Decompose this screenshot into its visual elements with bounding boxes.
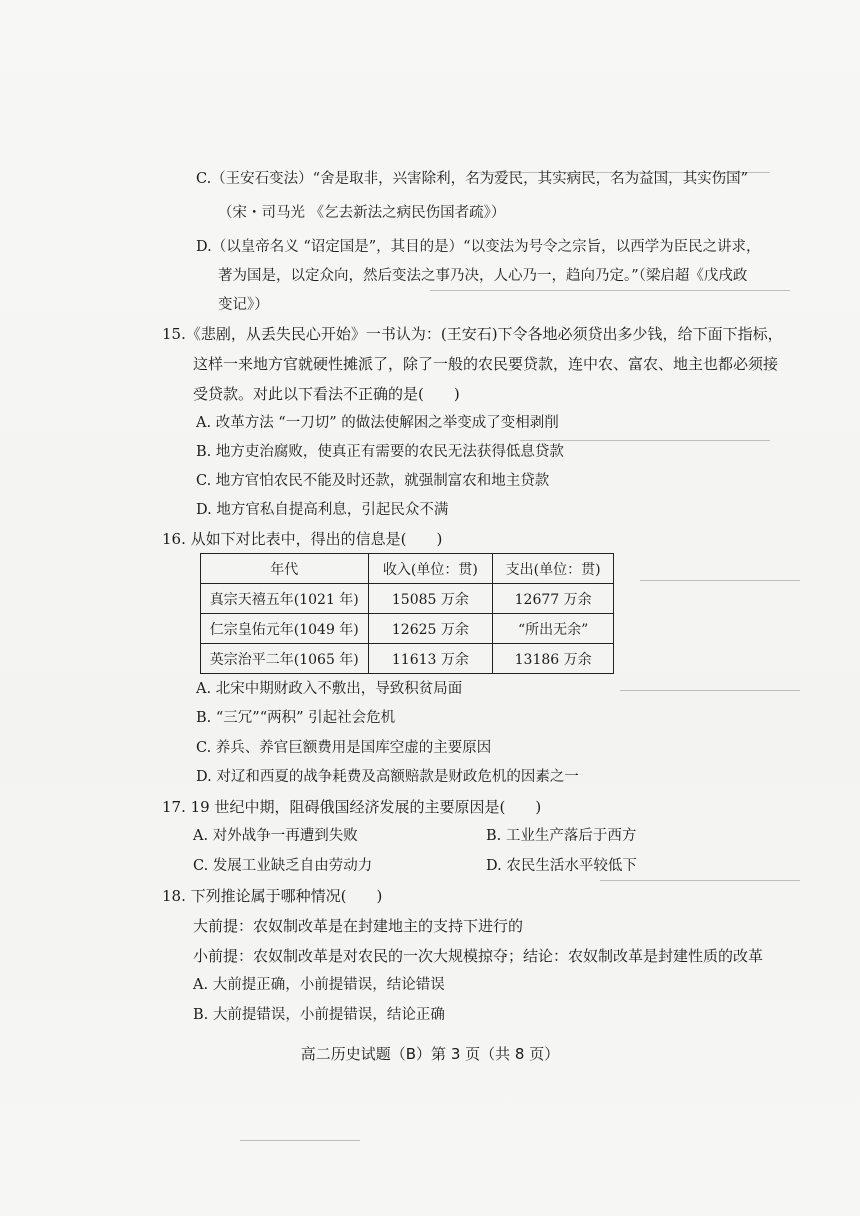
q17-option-d: D. 农民生活水平较低下: [486, 858, 637, 874]
table-row: [201, 644, 614, 674]
q16-comparison-table: [200, 553, 614, 674]
q17-option-a: A. 对外战争一再遭到失败: [193, 828, 358, 844]
table-cell: 13186 万余: [493, 644, 614, 674]
table-header-cell: 收入(单位：贯): [368, 554, 493, 584]
q15-option-d: D. 地方官私自提高利息，引起民众不满: [196, 502, 449, 518]
q15-option-c: C. 地方官怕农民不能及时还款，就强制富农和地主贷款: [196, 473, 550, 489]
q15-stem-line2: 这样一来地方官就硬性摊派了，除了一般的农民要贷款，连中农、富农、地主也都必须接: [193, 355, 779, 373]
table-cell: 英宗治平二年(1065 年): [201, 644, 369, 674]
q18-stem: 18. 下列推论属于哪种情况( ): [162, 887, 383, 905]
table-cell: 15085 万余: [368, 584, 493, 614]
q16-option-a: A. 北宋中期财政入不敷出，导致积贫局面: [196, 681, 463, 697]
table-cell: “所出无余”: [493, 614, 614, 644]
page-footer: 高二历史试题（B）第 3 页（共 8 页）: [300, 1045, 560, 1063]
q14-option-d-line3: 变记》）: [218, 297, 269, 313]
q14-option-d-line1: D.（以皇帝名义 “诏定国是”，其目的是）“以变法为号令之宗旨，以西学为臣民之讲求，: [196, 239, 761, 255]
q16-option-c: C. 养兵、养官巨额费用是国库空虚的主要原因: [196, 740, 492, 756]
q18-major-premise: 大前提：农奴制改革是在封建地主的支持下进行的: [193, 917, 524, 935]
q14-option-c-line2: （宋・司马光 《乞去新法之病民伤国者疏》）: [218, 205, 506, 221]
bleed-mark: [520, 440, 770, 441]
q17-option-c: C. 发展工业缺乏自由劳动力: [193, 858, 373, 874]
q16-stem: 16. 从如下对比表中，得出的信息是( ): [162, 530, 443, 548]
bleed-mark: [620, 690, 800, 691]
q14-option-d-line2: 著为国是，以定众向，然后变法之事乃决，人心乃一，趋向乃定。”（梁启超《戊戌政: [218, 268, 748, 284]
table-row: [201, 584, 614, 614]
table-row: [201, 614, 614, 644]
q17-option-b: B. 工业生产落后于西方: [486, 828, 637, 844]
table-cell: 12677 万余: [493, 584, 614, 614]
bleed-mark: [600, 880, 800, 881]
table-cell: 12625 万余: [368, 614, 493, 644]
q15-stem-line1: 15.《悲剧，从丢失民心开始》一书认为：(王安石)下令各地必须贷出多少钱，给下面下指标，: [162, 325, 783, 343]
q17-stem: 17. 19 世纪中期，阻碍俄国经济发展的主要原因是( ): [162, 798, 542, 816]
table-cell: 11613 万余: [368, 644, 493, 674]
q18-minor-premise: 小前提：农奴制改革是对农民的一次大规模掠夺；结论：农奴制改革是封建性质的改革: [193, 947, 764, 965]
q15-stem-line3: 受贷款。对此以下看法不正确的是( ): [193, 385, 460, 403]
bleed-mark: [640, 580, 800, 581]
q15-option-a: A. 改革方法 “一刀切” 的做法使解困之举变成了变相剥削: [196, 415, 559, 431]
bleed-mark: [240, 1140, 360, 1141]
q14-option-c-line1: C.（王安石变法）“舍是取非，兴害除利，名为爱民，其实病民，名为益国，其实伤国”: [196, 171, 749, 187]
table-header-cell: 年代: [201, 554, 369, 584]
q18-option-a: A. 大前提正确，小前提错误，结论错误: [193, 977, 445, 993]
q16-option-b: B. “三冗”“两积” 引起社会危机: [196, 710, 396, 726]
table-cell: 真宗天禧五年(1021 年): [201, 584, 369, 614]
q15-option-b: B. 地方吏治腐败，使真正有需要的农民无法获得低息贷款: [196, 444, 564, 460]
q18-option-b: B. 大前提错误，小前提错误，结论正确: [193, 1007, 445, 1023]
table-header-cell: 支出(单位：贯): [493, 554, 614, 584]
q16-option-d: D. 对辽和西夏的战争耗费及高额赔款是财政危机的因素之一: [196, 769, 579, 785]
bleed-mark: [430, 290, 790, 291]
table-cell: 仁宗皇佑元年(1049 年): [201, 614, 369, 644]
table-header-row: [201, 554, 614, 584]
